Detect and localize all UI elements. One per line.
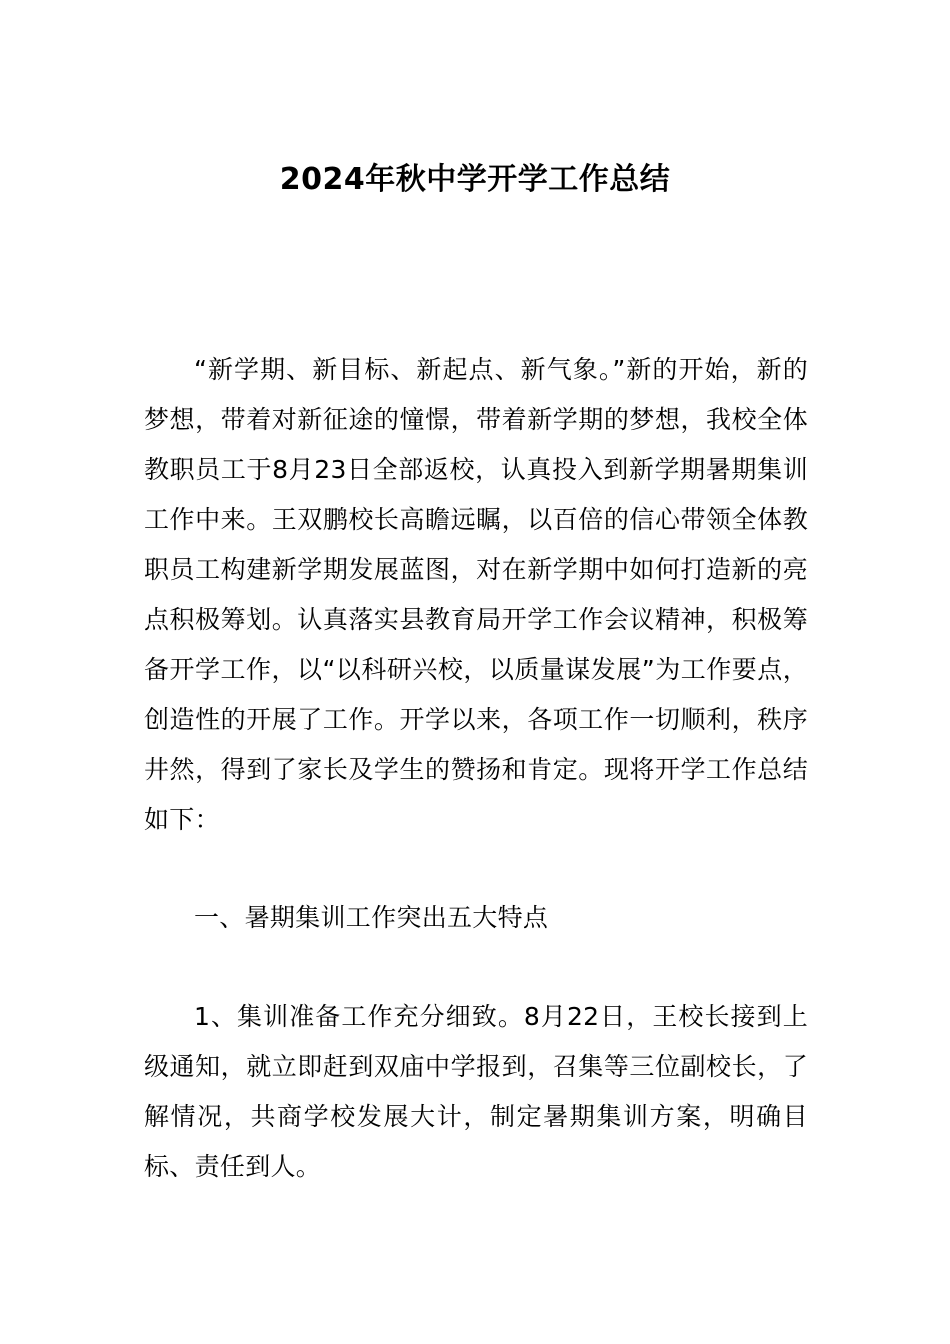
section-paragraph: 1、集训准备工作充分细致。8月22日，王校长接到上级通知，就立即赶到双庙中学报到，召集等三位副校长，了解情况，共商学校发展大计，制定暑期集训方案，明确目标、责任到人。: [144, 1002, 808, 1181]
intro-paragraph: “新学期、新目标、新起点、新气象。”新的开始，新的梦想，带着对新征途的憧憬，带着新学期的梦想，我校全体教职员工于8月23日全部返校，认真投入到新学期暑期集训工作中来。王双鹏校长高瞻远瞩，以百倍的信心带领全体教职员工构建新学期发展蓝图，对在新学期中如何打造新的亮点积极筹划。认真落实县教育局开学工作会议精神，积极筹备开学工作，以“以科研兴校，以质量谋发展”为工作要点，创造性的开展了工作。开学以来，各项工作一切顺利，秩序井然，得到了家长及学生的赞扬和肯定。现将开学工作总结如下：: [144, 355, 808, 834]
document-title: 2024年秋中学开学工作总结: [279, 162, 671, 197]
section-heading: 一、暑期集训工作突出五大特点: [194, 903, 549, 932]
